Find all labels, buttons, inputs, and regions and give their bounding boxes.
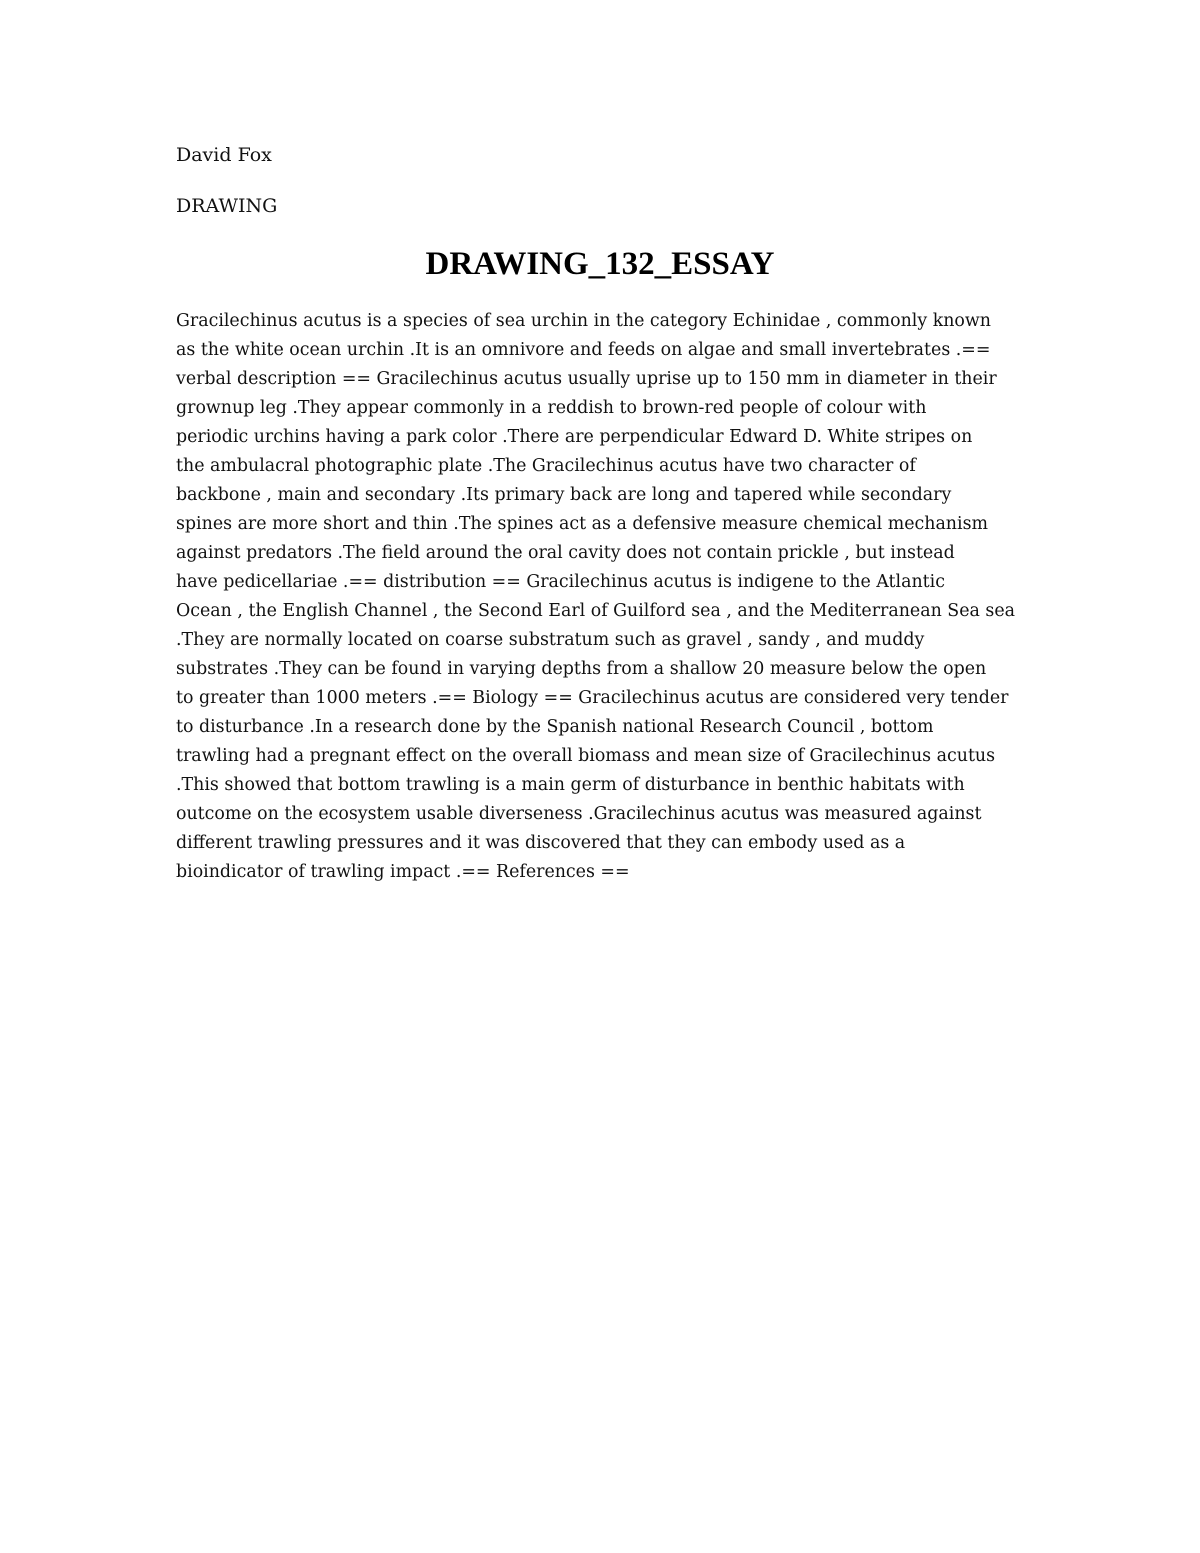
body-line: as the white ocean urchin .It is an omnivore and feeds on algae and small invertebrates .== [176,340,991,360]
body-line: verbal description == Gracilechinus acutus usually uprise up to 150 mm in diameter in their [176,369,997,389]
body-line: trawling had a pregnant effect on the overall biomass and mean size of Gracilechinus acutus [176,746,996,766]
body-line: to disturbance .In a research done by the Spanish national Research Council , bottom [176,717,934,737]
body-line: against predators .The field around the oral cavity does not contain prickle , but instead [176,543,955,563]
body-line: grownup leg .They appear commonly in a reddish to brown-red people of colour with [176,398,927,418]
body-line: to greater than 1000 meters .== Biology == Gracilechinus acutus are considered very tender [176,688,1009,708]
body-line: .They are normally located on coarse substratum such as gravel , sandy , and muddy [176,630,925,650]
body-line: Ocean , the English Channel , the Second Earl of Guilford sea , and the Mediterranean Sea sea [176,601,1015,621]
body-line: outcome on the ecosystem usable diverseness .Gracilechinus acutus was measured against [176,804,982,824]
body-line: the ambulacral photographic plate .The Gracilechinus acutus have two character of [176,456,916,476]
body-line: backbone , main and secondary .Its primary back are long and tapered while secondary [176,485,952,505]
course-name: DRAWING [176,195,278,217]
body-line: substrates .They can be found in varying depths from a shallow 20 measure below the open [176,659,987,679]
body-line: Gracilechinus acutus is a species of sea urchin in the category Echinidae , commonly known [176,311,991,331]
essay-title: DRAWING_132_ESSAY [425,246,775,282]
body-line: bioindicator of trawling impact .== References == [176,862,630,882]
essay-body [176,307,1031,887]
body-line: different trawling pressures and it was discovered that they can embody used as a [176,833,906,853]
body-line: .This showed that bottom trawling is a main germ of disturbance in benthic habitats with [176,775,965,795]
body-line: periodic urchins having a park color .There are perpendicular Edward D. White stripes on [176,427,973,447]
author-name: David Fox [176,144,272,166]
body-line: have pedicellariae .== distribution == Gracilechinus acutus is indigene to the Atlantic [176,572,945,592]
body-line: spines are more short and thin .The spines act as a defensive measure chemical mechanism [176,514,988,534]
